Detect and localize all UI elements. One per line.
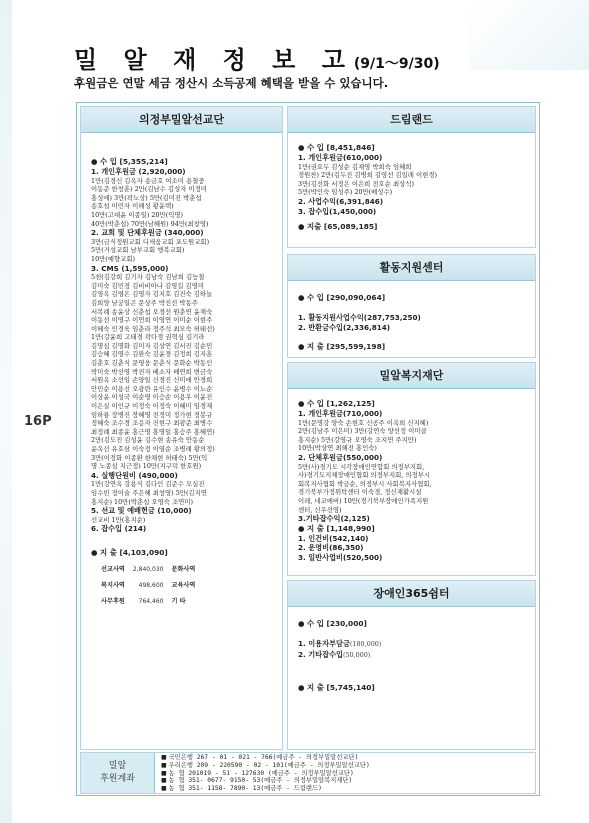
section-heading: 1. 개인후원금(710,000) (298, 409, 383, 418)
square-bullet-icon: ■ (161, 777, 169, 785)
right-column (287, 106, 536, 750)
section-heading: 5. 선교 및 예배헌금 (10,000) (91, 506, 192, 516)
donor-line: 경기북부가정위탁센터 이숙경, 정신재활시설 (298, 488, 422, 497)
income-total: ● 수 입 [5,355,214] (91, 157, 168, 166)
section-body (288, 281, 535, 352)
expense-amount (199, 578, 207, 594)
section-body (288, 133, 535, 232)
section-heading: 3. CMS (1,595,000) (91, 263, 169, 273)
expense-amount: 764,460 (138, 597, 164, 605)
expense-line: 1. 인건비(542,140) (298, 533, 369, 543)
section-header: 장애인365쉼터 (288, 581, 535, 607)
donor-line: 3만(김선화 서정은 이은희 전호순 최상석) (298, 179, 414, 188)
title-text: 밀 알 재 정 보 고 (74, 46, 354, 74)
income-total: ● 수 입 [1,262,125] (298, 399, 375, 408)
section-heading: 2. 교회 및 단체후원금 (340,000) (91, 228, 204, 238)
donor-line: 5만(사)경기도 시각장애인연합회 의정부지회, (298, 462, 425, 471)
donor-line: 박미숙 박선영 박진자 배소자 배연희 변금숙 (91, 367, 213, 376)
donor-line: 서복례 송윤상 신춘섭 오경선 원춘연 윤재숙 (91, 307, 213, 316)
title-period: (9/1～9/30) (353, 56, 440, 72)
expense-category: 복지사역 (101, 581, 125, 589)
donor-line: 홍지순) 10만(박춘섭 오영숙 조연미) (91, 497, 193, 506)
donor-line: 사)경기도지체장애인협회 의정부지회, 의정부시 (298, 471, 431, 480)
accounts-label (81, 753, 155, 793)
section-welfare-foundation (287, 362, 536, 576)
income-sections (298, 409, 529, 524)
decorative-side-band (0, 0, 12, 823)
donor-line: 김명심 김명화 김미자 김상연 김서진 김순민 (91, 341, 213, 350)
section-header: 활동지원센터 (288, 255, 535, 281)
expense-total: ● 지 출 [5,745,140] (298, 683, 375, 692)
income-item: 1. 이용자부담금 (298, 639, 350, 648)
donor-line: 송호섭 이민자 이해성 황윤택) (91, 202, 174, 211)
donor-line: 1만(강윤희 고태경 곽다경 권혁심 김기라 (91, 333, 205, 342)
expense-line: 2. 운영비(86,350) (298, 543, 364, 553)
donor-line: 1만(문명강 양숙 손현호 신공주 이옥희 신지혜) (298, 418, 429, 427)
donor-line: 안민순 이용선 오광란 유인수 윤병수 이노순 (91, 384, 213, 393)
donor-line: 3만(금식정원교회 디세움교회 포도원교회) (91, 237, 210, 246)
expense-row (97, 594, 207, 610)
expense-amount (199, 562, 207, 578)
accounts-list (161, 754, 370, 793)
donor-line: 최정례 최종윤 홍근명 홍명일 홍승주 홍혜연) (91, 427, 215, 436)
donor-line: 1만(김경신 김옥자 송금호 여소미 용철중 (91, 176, 205, 185)
section-body (81, 133, 282, 610)
account-text: 국민은행 267 - 01 - 021 - 766(예금주 - 의정부밀알선교단) (168, 754, 359, 761)
donor-line: 김희양 남궁일곤 문상주 박진선 박동주 (91, 298, 198, 307)
account-text: 농 협 351- 0677- 9150- 53(예금주 - 의정부밀알복지재단) (168, 777, 353, 785)
donor-line: 40만(박춘섭) 70만(남혜원) 94만(최창영) (91, 219, 209, 228)
expense-category: 문화사역 (171, 565, 196, 573)
donor-line: 1만(권오두 김성순 김재영 박희숙 임혜희 (298, 162, 412, 171)
donor-line: 김춘호 김춘식 문영웅 문춘식 문화순 박동인 (91, 359, 213, 368)
expense-category: 선교사역 (101, 565, 125, 573)
account-line (161, 785, 370, 793)
donor-line: 임수빈 정이술 주은혜 최창영) 5만(김지연 (91, 488, 207, 497)
donor-line: 2만(김도진 김성윤 김수현 송유숙 안동순 (91, 436, 205, 445)
page-title (74, 40, 440, 75)
account-text: 농 협 351- 1158- 7890- 13(예금주 - 드림랜드) (168, 785, 322, 793)
income-line: 2. 반환금수입(2,336,814) (298, 322, 390, 332)
section-heading: 4. 실행단원비 (490,000) (91, 470, 178, 480)
expense-lines (298, 534, 529, 563)
expense-total: ● 지출 [65,089,185] (298, 222, 378, 232)
account-line (161, 762, 370, 770)
square-bullet-icon: ■ (161, 769, 169, 777)
donor-line: 이상윤 이성국 이순영 이승순 이용우 이윤진 (91, 393, 213, 402)
donor-line: 임하룡 장병진 장혜영 전정미 정가현 정봉규 (91, 410, 213, 419)
income-amount: (50,000) (342, 651, 371, 659)
section-body (288, 389, 535, 563)
accounts-label-line2: 후원계좌 (100, 774, 135, 784)
section-uijeongbu-mission (80, 106, 283, 750)
donation-accounts (80, 752, 536, 794)
section-heading: 2. 단체후원금(550,000) (298, 452, 383, 462)
income-line (298, 639, 529, 650)
section-body (288, 607, 535, 693)
expense-amount: 498,600 (138, 581, 164, 589)
square-bullet-icon: ■ (161, 761, 169, 769)
donor-line: 5만(거성교회 남부교회 행복교회) (91, 246, 185, 255)
donor-line: 5만(박인숙 임성주) 20만(배성수) (298, 188, 393, 197)
donor-line: 센터, 신우선영) (298, 505, 342, 514)
donor-line: 서원옥 소선임 손양일 신경진 신미애 안경희 (91, 376, 213, 385)
decorative-corner (469, 0, 589, 70)
section-heading: 1. 개인후원금 (2,920,000) (91, 167, 186, 176)
page-subtitle: 후원금은 연말 세금 정산시 소득공제 혜택을 받을 수 있습니다. (74, 76, 389, 90)
expense-line: 3. 일반사업비(520,500) (298, 552, 383, 562)
donor-line: 5천(김강희 김기자 김남숙 김남희 김능철 (91, 273, 205, 282)
section-heading: 2. 사업수익(6,391,846) (298, 196, 384, 206)
section-header: 드림랜드 (288, 107, 535, 133)
expense-amount (199, 594, 207, 610)
income-line (298, 650, 529, 661)
square-bullet-icon: ■ (161, 785, 169, 793)
section-heading: 3.기타잡수익(2,125) (298, 514, 370, 524)
income-lines (298, 313, 529, 332)
income-total: ● 수 입 [290,090,064] (298, 293, 386, 302)
account-text: 우리은행 209 - 220590 - 02 - 101(예금주 - 의정부밀알선교단) (168, 761, 370, 769)
expense-amount: 2,840,030 (132, 565, 164, 573)
donor-line: 10만(박상연 최해전 홍인숙) (298, 444, 377, 453)
donor-line: 윤옥선 유호삼 이숙정 이영순 조병래 황의정) (91, 445, 215, 453)
expense-category: 사무후원 (101, 597, 125, 605)
donor-line: 정원찬) 2만(김두진 김병희 김영선 김일래 이현경) (298, 171, 437, 180)
account-line (161, 754, 370, 762)
income-item: 2. 기타잡수입 (298, 650, 343, 659)
donor-line: 이레, 네코에버) 10만(경기북부장애인가족지원 (298, 496, 429, 505)
donor-line: 선교비 1만(홍지순) (91, 515, 146, 524)
donor-line: 이동선 이명구 이연희 이영연 이미순 이현주 (91, 316, 213, 325)
donor-line: 명 노종심 지근정) 10만(지구덕 한호원) (91, 462, 202, 471)
donor-line: 정혜숙 조수경 조응자 진현구 최광준 최병수 (91, 419, 213, 428)
expense-row (97, 578, 207, 594)
donor-line: 김영옥 김영은 김영자 김지호 김진숙 김하늘 (91, 290, 213, 299)
donor-line: 홍지순) 5만(강영규 오영숙 조지연 주지만) (298, 435, 417, 444)
expense-category: 기 타 (171, 597, 186, 605)
donor-line: 김승혜 김영수 김완숙 김윤경 김정희 김지훈 (91, 350, 213, 359)
donor-line: 10만(예향교회) (91, 254, 135, 263)
income-sections (298, 153, 529, 216)
section-heading: 6. 잡수입 (214) (91, 524, 147, 534)
section-heading: 1. 개인후원금(610,000) (298, 153, 383, 162)
expense-table (97, 562, 207, 610)
income-total: ● 수 입 [8,451,846] (298, 143, 375, 152)
donor-line: 이동준 한창훈) 2만(김남수 김성자 이정미 (91, 185, 207, 194)
section-shelter-365 (287, 580, 536, 750)
square-bullet-icon: ■ (161, 754, 169, 761)
accounts-label-line1: 밀알 (108, 761, 127, 771)
donor-line: 김미숙 김민정 김비비아나 김영길 김영미 (91, 281, 205, 290)
section-header: 밀알복지재단 (288, 363, 535, 389)
section-dreamland (287, 106, 536, 248)
income-line: 1. 활동지원사업수익(287,753,250) (298, 313, 421, 322)
account-text: 농 협 201019 - 51 - 127630 (예금주 - 의정부밀알선교단) (168, 769, 354, 777)
donor-line: 홍성애) 3만(곽노상) 5만(김미진 박춘섭 (91, 193, 202, 202)
section-header: 의정부밀알선교단 (81, 107, 282, 133)
section-activity-center (287, 254, 536, 358)
expense-total: ● 지 출 [4,103,090] (91, 547, 168, 557)
section-heading: 3. 잡수입(1,450,000) (298, 206, 377, 216)
expense-total: ● 지 출 [1,148,990] (298, 523, 375, 533)
expense-row (97, 562, 207, 578)
donor-line: 회복지사협회 박금순, 의정부시 사회복지사협회, (298, 479, 432, 488)
donor-line: 이은실 이인규 이정숙 이정숙 이혜미 임경재 (91, 402, 213, 411)
income-amount: (180,000) (349, 640, 382, 648)
income-sections (91, 167, 276, 534)
donor-line: 3만(이정화 이종환 한채현 허태숙) 5만(익 (91, 453, 208, 462)
donor-line: 2만(김남주 이은미) 3만(강연숙 양선정 이미클 (298, 427, 427, 436)
income-lines (298, 639, 529, 661)
donor-line: 10만(고대윤 이종일) 20만(익명) (91, 210, 184, 219)
donor-line: 1만(강연옥 강용식 김다인 김준수 모실진 (91, 480, 205, 489)
page-number: 16P (24, 414, 52, 429)
donor-line: 이혜숙 인경욱 임춘라 정주석 최모숙 허태선) (91, 324, 215, 333)
income-total: ● 수 입 [230,000] (298, 619, 367, 628)
expense-total: ● 지 출 [295,599,198] (298, 342, 386, 352)
expense-category: 교육사역 (171, 581, 196, 589)
